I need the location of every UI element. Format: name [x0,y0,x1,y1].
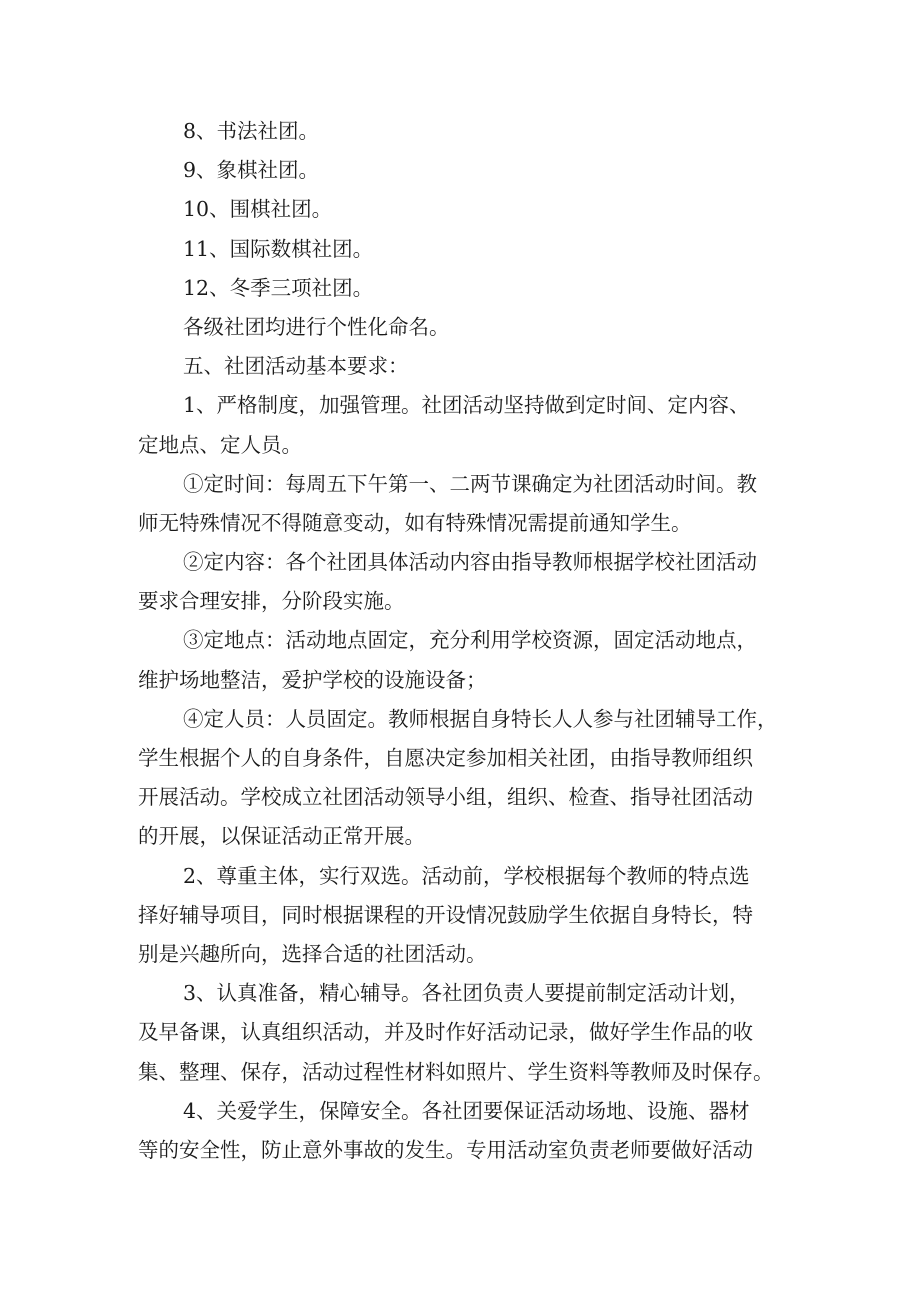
paragraph-time-line-2: 师无特殊情况不得随意变动，如有特殊情况需提前通知学生。 [138,510,692,535]
paragraph-1-line-2: 定地点、定人员。 [138,432,302,457]
section-heading-5: 五、社团活动基本要求： [183,354,409,379]
paragraph-3-line-1: 3、认真准备，精心辅导。各社团负责人要提前制定活动计划， [183,981,750,1006]
list-item-11: 11、国际数棋社团。 [183,236,374,261]
paragraph-2-line-2: 择好辅导项目，同时根据课程的开设情况鼓励学生依据自身特长，特 [138,902,753,927]
paragraph-content-line-1: ②定内容：各个社团具体活动内容由指导教师根据学校社团活动 [183,550,757,575]
paragraph-2-line-1: 2、尊重主体，实行双选。活动前，学校根据每个教师的特点选 [183,863,750,888]
naming-note: 各级社团均进行个性化命名。 [183,314,450,339]
paragraph-2-line-3: 别是兴趣所向，选择合适的社团活动。 [138,941,487,966]
list-item-9: 9、象棋社团。 [183,158,320,183]
paragraph-location-line-2: 维护场地整洁，爱护学校的设施设备； [138,667,487,692]
paragraph-4-line-2: 等的安全性，防止意外事故的发生。专用活动室负责老师要做好活动 [138,1137,753,1162]
paragraph-location-line-1: ③定地点：活动地点固定，充分利用学校资源，固定活动地点， [183,628,757,653]
paragraph-personnel-line-1: ④定人员：人员固定。教师根据自身特长人人参与社团辅导工作， [183,706,778,731]
document-body [138,112,788,1170]
paragraph-4-line-1: 4、关爱学生，保障安全。各社团要保证活动场地、设施、器材 [183,1098,750,1123]
paragraph-1-line-1: 1、严格制度，加强管理。社团活动坚持做到定时间、定内容、 [183,393,750,418]
list-item-12: 12、冬季三项社团。 [183,275,374,300]
paragraph-personnel-line-2: 学生根据个人的自身条件，自愿决定参加相关社团，由指导教师组织 [138,746,753,770]
paragraph-content-line-2: 要求合理安排，分阶段实施。 [138,589,405,614]
list-item-8: 8、书法社团。 [183,119,320,143]
paragraph-time-line-1: ①定时间：每周五下午第一、二两节课确定为社团活动时间。教 [183,471,757,496]
list-item-10: 10、围棋社团。 [183,197,333,222]
paragraph-3-line-2: 及早备课，认真组织活动，并及时作好活动记录，做好学生作品的收 [138,1020,753,1045]
paragraph-personnel-line-3: 开展活动。学校成立社团活动领导小组，组织、检查、指导社团活动 [138,785,753,810]
paragraph-3-line-3: 集、整理、保存，活动过程性材料如照片、学生资料等教师及时保存。 [138,1059,774,1084]
paragraph-personnel-line-4: 的开展，以保证活动正常开展。 [138,824,425,849]
